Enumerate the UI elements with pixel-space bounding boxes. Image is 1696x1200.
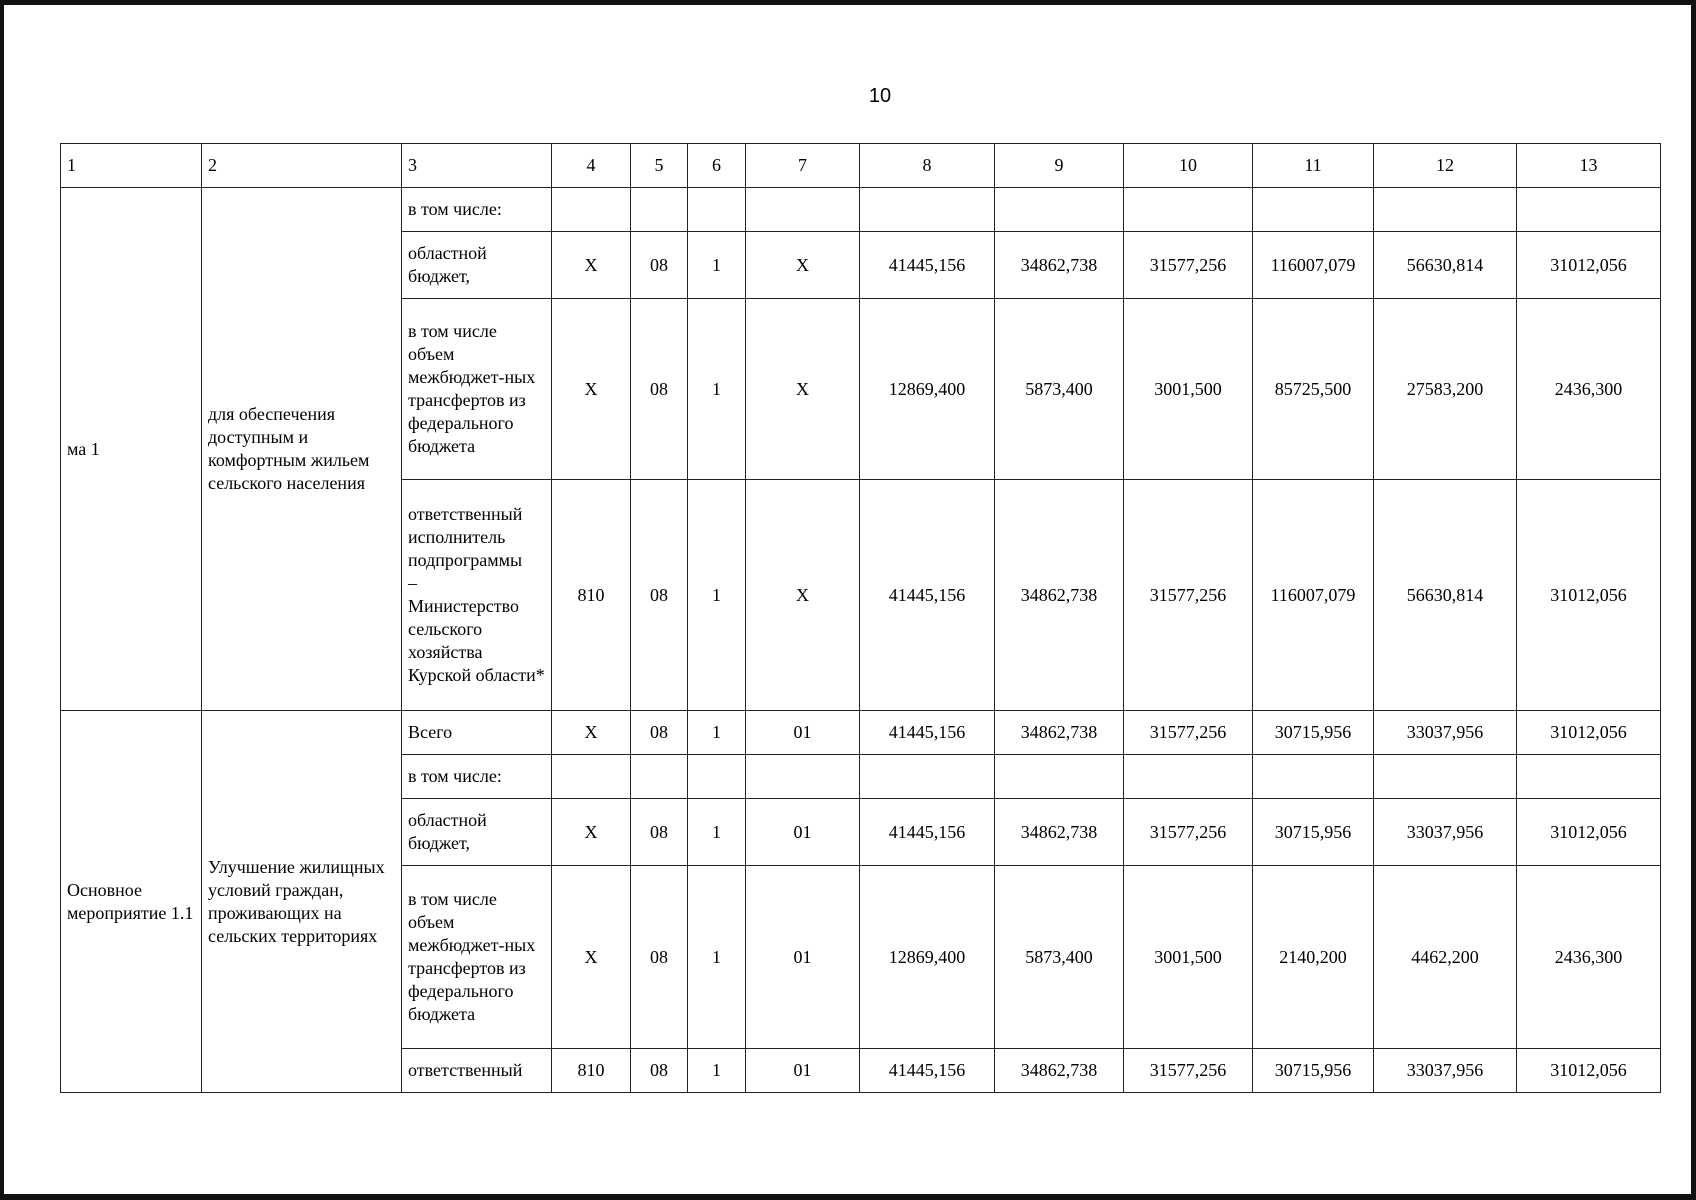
cell-col12: 33037,956	[1374, 799, 1517, 866]
cell-col12	[1374, 188, 1517, 232]
cell-col5: 08	[631, 480, 688, 711]
cell-col13	[1517, 188, 1661, 232]
cell-col13	[1517, 755, 1661, 799]
cell-col6: 1	[688, 799, 746, 866]
cell-col13: 2436,300	[1517, 299, 1661, 480]
ministry-label: Министерство сельского хозяйства Курской области*	[408, 596, 545, 685]
responsible-label: ответственный исполнитель подпрограммы	[408, 504, 523, 570]
cell-col4: Х	[552, 299, 631, 480]
cell-col4: Х	[552, 232, 631, 299]
cell-col13: 31012,056	[1517, 711, 1661, 755]
cell-col10: 3001,500	[1124, 299, 1253, 480]
cell-col6: 1	[688, 1049, 746, 1093]
cell-col4: Х	[552, 799, 631, 866]
cell-col10: 31577,256	[1124, 480, 1253, 711]
cell-col7: 01	[746, 799, 860, 866]
cell-col12: 56630,814	[1374, 480, 1517, 711]
cell-col10: 31577,256	[1124, 711, 1253, 755]
cell-col7	[746, 755, 860, 799]
cell-col13: 31012,056	[1517, 480, 1661, 711]
cell-col9: 34862,738	[995, 232, 1124, 299]
cell-col9	[995, 755, 1124, 799]
cell-col4: Х	[552, 866, 631, 1049]
table-row	[61, 188, 1661, 232]
cell-col13: 31012,056	[1517, 799, 1661, 866]
cell-col11	[1253, 755, 1374, 799]
cell-col8: 41445,156	[860, 232, 995, 299]
header-cell-3: 3	[402, 144, 552, 188]
cell-col11	[1253, 188, 1374, 232]
cell-col11: 30715,956	[1253, 799, 1374, 866]
header-cell-13: 13	[1517, 144, 1661, 188]
cell-col4: 810	[552, 480, 631, 711]
cell-col8: 41445,156	[860, 480, 995, 711]
cell-col5: 08	[631, 299, 688, 480]
block1-code: ма 1	[61, 188, 202, 711]
cell-col7: 01	[746, 866, 860, 1049]
row-label: областной бюджет,	[402, 799, 552, 866]
row-label: в том числе:	[402, 188, 552, 232]
row-label: в том числе объем межбюджет-ных трансфертов из федерального бюджета	[402, 299, 552, 480]
cell-col9	[995, 188, 1124, 232]
cell-col6: 1	[688, 866, 746, 1049]
cell-col4	[552, 755, 631, 799]
block1-description: для обеспечения доступным и комфортным жильем сельского населения	[202, 188, 402, 711]
cell-col8: 12869,400	[860, 299, 995, 480]
cell-col8	[860, 188, 995, 232]
page-border-top	[0, 0, 1696, 5]
row-label: ответственный	[402, 1049, 552, 1093]
header-cell-10: 10	[1124, 144, 1253, 188]
cell-col8: 41445,156	[860, 1049, 995, 1093]
page-border-left	[0, 0, 4, 1200]
budget-table	[60, 143, 1661, 1093]
cell-col4: Х	[552, 711, 631, 755]
cell-col11: 30715,956	[1253, 1049, 1374, 1093]
table-row	[61, 711, 1661, 755]
cell-col11: 116007,079	[1253, 232, 1374, 299]
cell-col5: 08	[631, 799, 688, 866]
row-label	[402, 480, 552, 711]
cell-col8	[860, 755, 995, 799]
cell-col10: 31577,256	[1124, 232, 1253, 299]
cell-col6	[688, 755, 746, 799]
page-number: 10	[868, 85, 892, 107]
header-cell-9: 9	[995, 144, 1124, 188]
header-cell-12: 12	[1374, 144, 1517, 188]
header-cell-5: 5	[631, 144, 688, 188]
cell-col11: 2140,200	[1253, 866, 1374, 1049]
cell-col10: 31577,256	[1124, 1049, 1253, 1093]
cell-col13: 2436,300	[1517, 866, 1661, 1049]
cell-col6: 1	[688, 299, 746, 480]
cell-col8: 41445,156	[860, 799, 995, 866]
cell-col5: 08	[631, 1049, 688, 1093]
cell-col7	[746, 188, 860, 232]
header-cell-1: 1	[61, 144, 202, 188]
block2-description: Улучшение жилищных условий граждан, проживающих на сельских территориях	[202, 711, 402, 1093]
cell-col11: 116007,079	[1253, 480, 1374, 711]
cell-col5: 08	[631, 232, 688, 299]
cell-col12: 27583,200	[1374, 299, 1517, 480]
row-label: Всего	[402, 711, 552, 755]
cell-col8: 12869,400	[860, 866, 995, 1049]
cell-col9: 5873,400	[995, 299, 1124, 480]
cell-col8: 41445,156	[860, 711, 995, 755]
header-cell-11: 11	[1253, 144, 1374, 188]
page-border-bottom	[0, 1194, 1696, 1200]
cell-col6: 1	[688, 480, 746, 711]
header-cell-4: 4	[552, 144, 631, 188]
header-cell-2: 2	[202, 144, 402, 188]
cell-col10	[1124, 188, 1253, 232]
cell-col12	[1374, 755, 1517, 799]
cell-col12: 33037,956	[1374, 1049, 1517, 1093]
cell-col11: 85725,500	[1253, 299, 1374, 480]
cell-col5	[631, 755, 688, 799]
cell-col6: 1	[688, 232, 746, 299]
header-row	[61, 144, 1661, 188]
cell-col10: 31577,256	[1124, 799, 1253, 866]
cell-col7: 01	[746, 711, 860, 755]
cell-col13: 31012,056	[1517, 1049, 1661, 1093]
cell-col4: 810	[552, 1049, 631, 1093]
cell-col12: 33037,956	[1374, 711, 1517, 755]
row-label: областной бюджет,	[402, 232, 552, 299]
responsible-dash: –	[408, 573, 417, 593]
cell-col4	[552, 188, 631, 232]
row-label: в том числе объем межбюджет-ных трансфертов из федерального бюджета	[402, 866, 552, 1049]
row-label: в том числе:	[402, 755, 552, 799]
cell-col10: 3001,500	[1124, 866, 1253, 1049]
header-cell-8: 8	[860, 144, 995, 188]
cell-col7: Х	[746, 480, 860, 711]
cell-col12: 4462,200	[1374, 866, 1517, 1049]
cell-col10	[1124, 755, 1253, 799]
cell-col9: 5873,400	[995, 866, 1124, 1049]
cell-col12: 56630,814	[1374, 232, 1517, 299]
cell-col5: 08	[631, 866, 688, 1049]
cell-col13: 31012,056	[1517, 232, 1661, 299]
cell-col6	[688, 188, 746, 232]
cell-col11: 30715,956	[1253, 711, 1374, 755]
header-cell-7: 7	[746, 144, 860, 188]
cell-col5	[631, 188, 688, 232]
cell-col9: 34862,738	[995, 711, 1124, 755]
cell-col5: 08	[631, 711, 688, 755]
cell-col9: 34862,738	[995, 1049, 1124, 1093]
cell-col7: Х	[746, 299, 860, 480]
cell-col7: 01	[746, 1049, 860, 1093]
cell-col9: 34862,738	[995, 480, 1124, 711]
header-cell-6: 6	[688, 144, 746, 188]
cell-col6: 1	[688, 711, 746, 755]
cell-col9: 34862,738	[995, 799, 1124, 866]
block2-code: Основное мероприятие 1.1	[61, 711, 202, 1093]
cell-col7: Х	[746, 232, 860, 299]
page-border-right	[1691, 0, 1696, 1200]
